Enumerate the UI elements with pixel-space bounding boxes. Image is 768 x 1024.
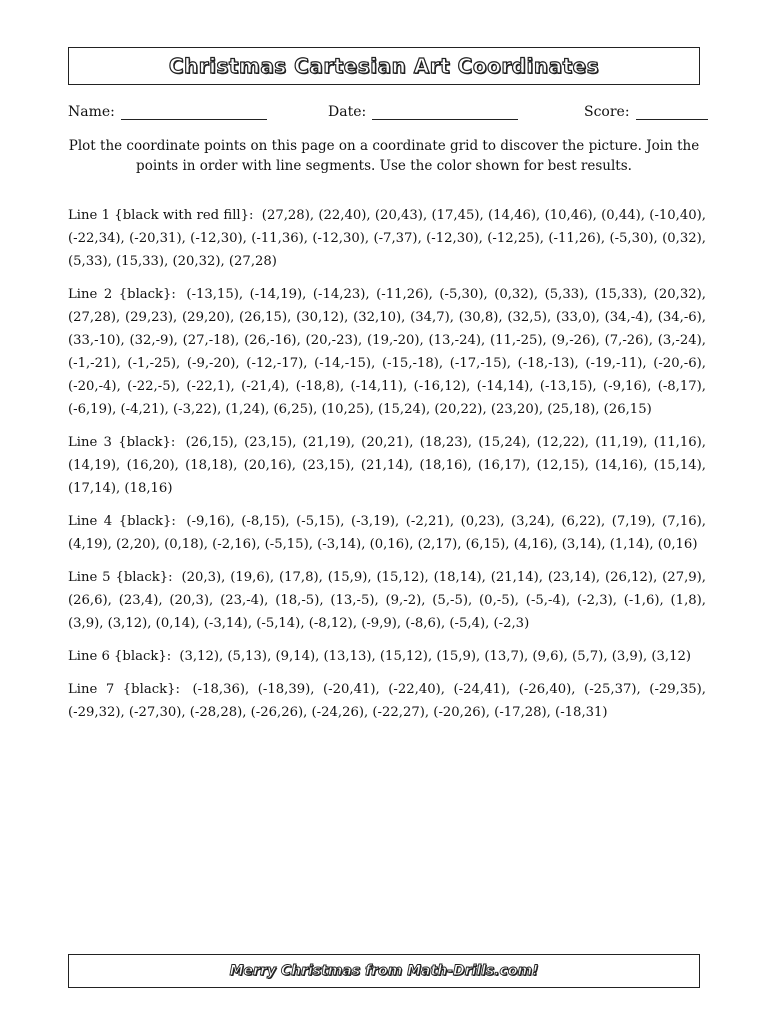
page-title: Christmas Cartesian Art Coordinates: [168, 54, 600, 78]
line-label: Line 3 {black}:: [68, 435, 176, 450]
line-label: Line 2 {black}:: [68, 287, 176, 302]
title-box: [68, 47, 700, 85]
score-blank: [636, 99, 708, 120]
date-blank: [372, 99, 518, 120]
score-label: Score:: [584, 104, 630, 120]
coord-line-1: [68, 204, 706, 273]
coord-line-2: [68, 283, 706, 421]
line-coords: (20,3), (19,6), (17,8), (15,9), (15,12), (18,14), (21,14), (23,14), (26,12), (27,9), (26,6), (23,4), (20,3), (23,-4), (18,-5), (13,-5), (9,-2), (5,-5), (0,-5), (-5,-4), (-2,3), (-1,6), (1,8), (3,9), (3,12), (0,14), (-3,14), (-5,14), (-8,12), (-9,9), (-8,6), (-5,4), (-2,3): [68, 570, 706, 631]
line-label: Line 6 {black}:: [68, 649, 172, 664]
score-field: [584, 99, 708, 120]
line-label: Line 5 {black}:: [68, 570, 173, 585]
line-label: Line 7 {black}:: [68, 682, 180, 697]
footer-box: [68, 954, 700, 988]
name-label: Name:: [68, 104, 115, 120]
name-blank: [121, 99, 267, 120]
line-label: Line 1 {black with red fill}:: [68, 208, 254, 223]
info-row: [68, 99, 700, 123]
instructions: Plot the coordinate points on this page on a coordinate grid to discover the picture. Join the points in order with line segments. Use the color shown for best results.: [68, 138, 700, 174]
footer-text: Merry Christmas from Math-Drills.com!: [229, 963, 539, 979]
coord-line-4: [68, 510, 706, 556]
coord-line-7: [68, 678, 706, 724]
coordinate-lines: [68, 204, 706, 734]
date-field: [328, 99, 518, 120]
name-field: [68, 99, 267, 120]
coord-line-3: [68, 431, 706, 500]
coord-line-6: [68, 645, 706, 668]
line-coords: (27,28), (22,40), (20,43), (17,45), (14,46), (10,46), (0,44), (-10,40), (-22,34), (-20,31), (-12,30), (-11,36), (-12,30), (-7,37), (-12,30), (-12,25), (-11,26), (-5,30), (0,32), (5,33), (15,33), (20,32), (27,28): [68, 208, 706, 269]
line-coords: (26,15), (23,15), (21,19), (20,21), (18,23), (15,24), (12,22), (11,19), (11,16), (14,19), (16,20), (18,18), (20,16), (23,15), (21,14), (18,16), (16,17), (12,15), (14,16), (15,14), (17,14), (18,16): [68, 435, 706, 496]
line-label: Line 4 {black}:: [68, 514, 176, 529]
line-coords: (-18,36), (-18,39), (-20,41), (-22,40), (-24,41), (-26,40), (-25,37), (-29,35), (-29,32), (-27,30), (-28,28), (-26,26), (-24,26), (-22,27), (-20,26), (-17,28), (-18,31): [68, 682, 706, 720]
date-label: Date:: [328, 104, 367, 120]
line-coords: (3,12), (5,13), (9,14), (13,13), (15,12), (15,9), (13,7), (9,6), (5,7), (3,9), (3,12): [179, 649, 692, 664]
line-coords: (-9,16), (-8,15), (-5,15), (-3,19), (-2,21), (0,23), (3,24), (6,22), (7,19), (7,16), (4,19), (2,20), (0,18), (-2,16), (-5,15), (-3,14), (0,16), (2,17), (6,15), (4,16), (3,14), (1,14), (0,16): [68, 514, 707, 552]
line-coords: (-13,15), (-14,19), (-14,23), (-11,26), (-5,30), (0,32), (5,33), (15,33), (20,32), (27,28), (29,23), (29,20), (26,15), (30,12), (32,10), (34,7), (30,8), (32,5), (33,0), (34,-4), (34,-6), (33,-10), (32,-9), (27,-18), (26,-16), (20,-23), (19,-20), (13,-24), (11,-25), (9,-26), (7,-26), (3,-24), (-1,-21), (-1,-25), (-9,-20), (-12,-17), (-14,-15), (-15,-18), (-17,-15), (-18,-13), (-19,-11), (-20,-6), (-20,-4), (-22,-5), (-22,1), (-21,4), (-18,8), (-14,11), (-16,12), (-14,14), (-13,15), (-9,16), (-8,17), (-6,19), (-4,21), (-3,22), (1,24), (6,25), (10,25), (15,24), (20,22), (23,20), (25,18), (26,15): [68, 287, 706, 417]
coord-line-5: [68, 566, 706, 635]
